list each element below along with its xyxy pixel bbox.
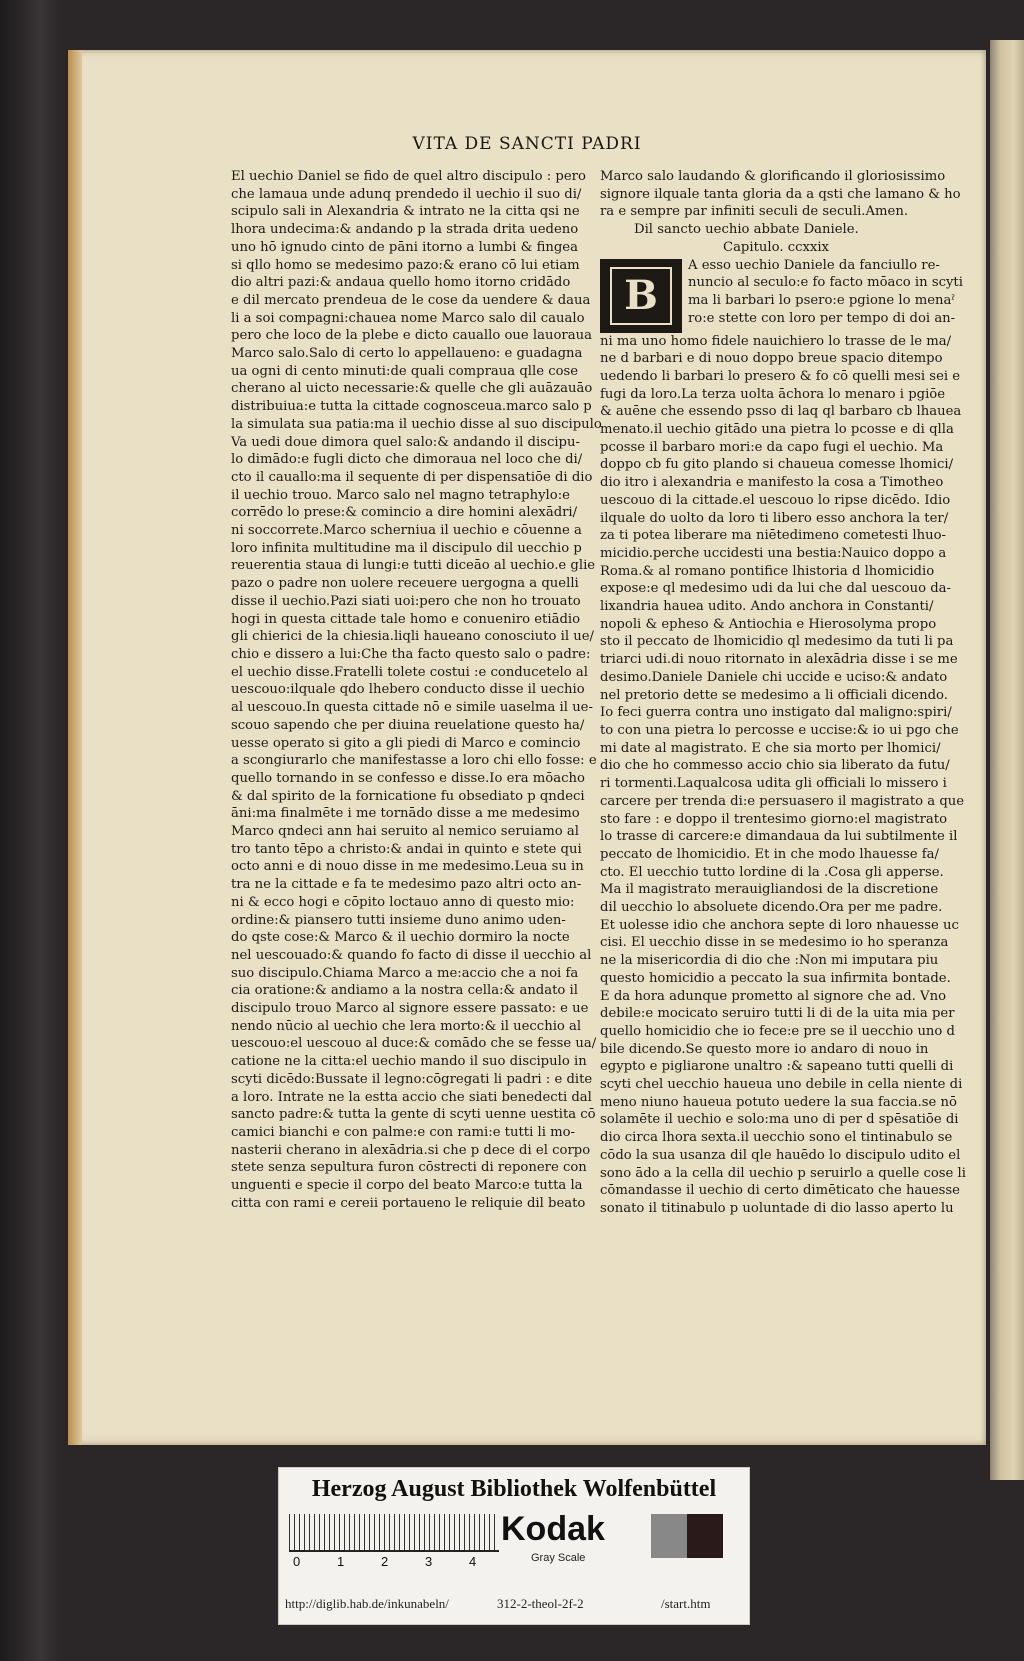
- text-line: uescouo:ilquale qdo lhebero conducto disse il uechio: [231, 682, 585, 698]
- text-line: nel uescouado:& quando fo facto di disse il uecchio al: [231, 947, 592, 963]
- text-line: quello tornando in se confesso e disse.Io era mōacho: [231, 770, 585, 786]
- text-line: catione ne la citta:el uechio mando il suo discipulo in: [231, 1054, 587, 1070]
- text-line: cia oratione:& andiamo a la nostra cella:& andato il: [231, 983, 578, 999]
- text-line: bile dicendo.Se questo more io andaro di nouo in: [600, 1041, 929, 1057]
- text-line: uescouo di la cittade.el uescouo lo ripse dicēdo. Idio: [600, 492, 951, 508]
- text-line: uescouo:el uescouo al duce:& comādo che se fesse ua/: [231, 1036, 597, 1052]
- scale-number: 4: [469, 1554, 477, 1569]
- text-line: dil uecchio lo absoluete dicendo.Ora per me padre.: [600, 900, 943, 916]
- text-line: nuncio al seculo:e fo facto mōaco in scyti: [688, 275, 963, 291]
- text-line: nopoli & epheso & Antiochia e Hierosolyma propo: [600, 616, 937, 632]
- text-line: quello homicidio che io fece:e pre se il uecchio uno d: [600, 1023, 956, 1039]
- text-line: sancto padre:& tutta la gente di scyti uenne uestita cō: [231, 1107, 596, 1123]
- text-line: questo homicidio a peccato la sua infirmita bontade.: [600, 970, 951, 986]
- color-target-card: [278, 1467, 750, 1625]
- text-line: gli chierici de la chiesia.liqli haueano conosciuto il ue/: [231, 629, 595, 645]
- text-line: triarci udi.di nouo ritornato in alexādria disse i se me: [600, 652, 958, 668]
- text-line: citta con rami e cereii portaueno le reliquie dil beato: [231, 1195, 586, 1211]
- text-line: la simulata sua patia:ma il uechio disse al suo discipulo: [231, 416, 602, 432]
- text-line: lo dimādo:e fugli dicto che dimoraua nel loco che di/: [231, 452, 583, 468]
- text-line: dio circa lhora sexta.il uecchio sono el tintinabulo se: [600, 1130, 953, 1146]
- text-line: pcosse il barbaro mori:e da capo fugi el uechio. Ma: [600, 439, 944, 455]
- text-line: uno hō ignudo cinto de pāni itorno a lumbi & fingea: [231, 239, 578, 255]
- text-line: tro tanto tēpo a christo:& andai in quinto e stete qui: [231, 841, 582, 857]
- text-line: scipulo sali in Alexandria & intrato ne la citta qsi ne: [231, 204, 580, 220]
- text-line: nendo nūcio al uechio che lera morto:& il uecchio al: [231, 1018, 582, 1034]
- text-line: a scongiurarlo che manifestasse a loro chi ello fosse: e: [231, 753, 597, 769]
- text-line: peccato de lhomicidio. Et in che modo lhauesse fa/: [600, 846, 939, 862]
- text-line: cōdo la sua usanza dil qle hauēdo lo discipulo udito el: [600, 1147, 961, 1163]
- text-line: scyti dicēdo:Bussate il legno:cōgregati li padri : e dite: [231, 1071, 593, 1087]
- text-line: ro:e stette con loro per tempo di doi an-: [688, 310, 956, 326]
- chapter-title: Dil sancto uechio abbate Daniele.: [634, 222, 859, 238]
- text-line: scyti chel uecchio haueua uno debile in cella niente di: [600, 1077, 963, 1093]
- right-column-opening-lines: [600, 168, 961, 221]
- text-line: do qste cose:& Marco & il uechio dormiro la nocte: [231, 930, 570, 946]
- text-line: Et uolesse idio che anchora septe di loro nhauesse uc: [600, 917, 959, 933]
- text-line: Marco salo laudando & glorificando il gloriosissimo: [600, 169, 946, 184]
- text-line: El uechio Daniel se fido de quel altro discipulo : pero: [231, 169, 586, 184]
- text-line: ni ma uno homo fidele nauichiero lo trasse de le ma/: [600, 333, 952, 349]
- adjacent-page-edge: [990, 40, 1024, 1480]
- book-page: [68, 50, 986, 1445]
- text-line: za ti potea liberare ma niētedimeno cometesti lhuo-: [600, 528, 946, 544]
- text-line: corrēdo lo prese:& comincio a dire homini alexādri/: [231, 505, 578, 521]
- scale-number: 0: [293, 1554, 301, 1569]
- text-line: menato.il uechio gitādo una pietra lo pcosse e di qlla: [600, 422, 954, 438]
- text-line: to con una pietra lo percosse e uccise:& io ui pgo che: [600, 722, 959, 738]
- text-line: nel pretorio dette se medesimo a li officiali dicendo.: [600, 687, 948, 703]
- right-text-column: [600, 168, 966, 1218]
- text-line: che lamaua unde adunq prendedo il uechio il suo di/: [231, 186, 582, 202]
- text-line: ne d barbari e di nouo doppo breue spacio ditempo: [600, 351, 943, 367]
- text-line: ra e sempre par infiniti seculi de seculi.Amen.: [600, 204, 909, 220]
- text-line: chio e dissero a lui:Che tha facto questo salo o padre:: [231, 646, 591, 662]
- text-line: micidio.perche uccidesti una bestia:Nauico doppo a: [600, 545, 947, 561]
- text-line: lo trasse di carcere:e dimandaua da lui subtilmente il: [600, 829, 958, 845]
- text-line: tra ne la cittade e fa te medesimo pazo altri octo an-: [231, 877, 582, 893]
- text-line: & auēne che essendo psso di laq ql barbaro cb lhaueа: [600, 404, 962, 420]
- text-line: ua ogni di cento minuti:de quali compraua qlle cose: [231, 363, 579, 379]
- text-line: octo anni e di nouo disse in me medesimo.Leua su in: [231, 859, 584, 875]
- text-line: solamēte il uechio e solo:ma uno di per d spēsatiōe di: [600, 1112, 959, 1128]
- url-strip: [279, 1586, 749, 1622]
- text-line: āni:ma finalmēte i me tornādo disse a me medesimo: [231, 806, 580, 822]
- text-line: sto il peccato de lhomicidio ql medesimo da tuti li pa: [600, 634, 954, 650]
- text-line: el uechio disse.Fratelli tolete costui :e conducetelo al: [231, 664, 588, 680]
- file-name: /start.htm: [661, 1596, 711, 1611]
- text-line: e dil mercato prendeua de le cose da uendere & daua: [231, 292, 591, 308]
- text-line: lhora undecima:& andando p la strada drita uedeno: [231, 222, 579, 238]
- text-line: ma li barbari lo psero:e pgione lo menaˀ: [688, 292, 956, 308]
- text-line: dio che ho commesso accio chio sia liberato da futu/: [600, 758, 950, 774]
- text-line: suo discipulo.Chiama Marco a me:accio che a noi fa: [231, 965, 579, 981]
- text-line: uesse operato si gito a gli piedi di Marco e comincio: [231, 735, 581, 751]
- text-line: ilquale do uolto da loro ti libero esso anchora la ter/: [600, 510, 949, 526]
- text-line: Ma il magistrato merauigliandosi de la discretione: [600, 882, 939, 898]
- text-line: cisi. El uecchio disse in se medesimo io ho speranza: [600, 935, 949, 951]
- text-line: disse il uechio.Pazi siati uoi:pero che non ho trouato: [231, 593, 581, 609]
- text-line: ni & ecco hogi e cōpito loctauo anno di questo mio:: [231, 894, 575, 910]
- text-line: a loro. Intrate ne la estta accio che siati benedecti dal: [231, 1089, 592, 1105]
- text-line: dio itro i alexandria e manifesto la cosa a Timotheo: [600, 475, 944, 491]
- text-line: Io feci guerra contra uno instigato dal maligno:spiri/: [600, 705, 952, 721]
- text-line: ni soccorrete.Marco scherniua il uechio e cōuenne a: [231, 523, 582, 539]
- text-line: cto il cauallo:ma il sequente di per dispensatiōe di dio: [231, 469, 593, 485]
- scale-number: 2: [381, 1554, 389, 1569]
- chapter-opening: [600, 257, 963, 328]
- text-line: debile:e mocicato seruiro tutti li di de la uita mia per: [600, 1006, 955, 1022]
- text-line: ordine:& piansero tutti insieme duno animo uden-: [231, 912, 566, 928]
- text-line: pazo o padre non uolere receuere uergogna a quelli: [231, 576, 579, 592]
- text-line: distribuiua:e tutta la cittade cognosceua.marco salo p: [231, 399, 592, 415]
- text-line: desimo.Daniele Daniele chi uccide e uciso:& andato: [600, 669, 948, 685]
- library-name: Herzog August Bibliothek Wolfenbüttel: [311, 1476, 717, 1502]
- text-line: li a soi compagni:chauea nome Marco salo dil caualo: [231, 310, 585, 326]
- text-line: nasterii cherano in alexādria.si che p dece di el corpo: [231, 1142, 591, 1158]
- text-line: dio altri pazi:& andaua quello homo itorno cridādo: [231, 275, 571, 291]
- text-line: cōmandasse il uechio di certo dimēticato che hauesse: [600, 1183, 960, 1199]
- text-line: Marco qndeci ann hai seruito al nemico seruiamo al: [231, 824, 579, 840]
- text-line: meno niuno haueua potuto uedere la sua faccia.se nō: [600, 1094, 957, 1110]
- text-line: cto. El uecchio tutto lordine di la .Cosa gli apperse.: [600, 864, 944, 880]
- gray-scale-label: Gray Scale: [531, 1552, 586, 1564]
- shelfmark: 312-2-theol-2f-2: [497, 1596, 584, 1611]
- text-line: camici bianchi e con palme:e con rami:e tutti li mo-: [231, 1124, 576, 1140]
- kodak-logo: Kodak: [501, 1510, 605, 1548]
- scale-number: 3: [425, 1554, 433, 1569]
- text-line: lixandria hauea udito. Ando anchora in Constanti/: [600, 599, 934, 615]
- text-line: & dal spirito de la fornicatione fu obsediato p qndeci: [231, 788, 585, 804]
- ruler-scale: [289, 1514, 499, 1552]
- text-line: egypto e pigliarone unaltro :& sapeano tutti quelli di: [600, 1059, 954, 1075]
- text-line: A esso uechio Daniele da fanciullo re-: [688, 257, 940, 273]
- scale-number: 1: [337, 1554, 345, 1569]
- initial-letter: B: [610, 267, 672, 325]
- text-line: signore ilquale tanta gloria da a qsti che lamano & ho: [600, 186, 961, 202]
- text-line: sono ādo a la cella dil uechio p seruirlo a quelle cose li: [600, 1165, 966, 1181]
- text-line: fugi da loro.La terza uolta āchora lo menaro i pgiōe: [600, 386, 946, 402]
- text-line: stete senza sepultura furon cōstrecti di reponere con: [231, 1160, 587, 1176]
- text-line: al uescouo.In questa cittade nō e simile uaselma il ue-: [231, 700, 593, 716]
- running-head: VITA DE SANCTI PADRI: [412, 134, 642, 154]
- chapter-number: Capitulo. ccxxix: [722, 239, 829, 255]
- text-line: reuerentia staua di lungi:e tutti diceāo al uechio.e glie: [231, 558, 596, 574]
- text-line: ri tormenti.Laqualcosa udita gli officiali lo missero i: [600, 776, 947, 792]
- text-line: il uechio trouo. Marco salo nel magno tetraphylo:e: [231, 487, 570, 503]
- text-line: pero che loco de la plebe e dicto cauallo oue lauoraua: [231, 328, 592, 344]
- text-line: mi date al magistrato. E che sia morto per lhomici/: [600, 740, 941, 756]
- text-line: uedendo li barbari lo presero & fo cō quelli mesi sei e: [600, 368, 961, 384]
- text-line: E da hora adunque prometto al signore che ad. Vno: [600, 988, 947, 1004]
- right-column-body: [600, 333, 966, 1218]
- text-line: Va uedi doue dimora quel salo:& andando il discipu-: [231, 434, 580, 450]
- page-gutter: [68, 50, 82, 1445]
- decorated-initial: [600, 259, 682, 333]
- text-line: cherano al uicto necessarie:& quelle che gli auāzauāo: [231, 381, 593, 397]
- text-line: Roma.& al romano pontifice lhistoria d lhomicidio: [600, 563, 935, 579]
- text-line: expose:e ql medesimo udi da lui che dal uescouo da-: [600, 581, 951, 597]
- text-line: sonato il titinabulo p uoluntade di dio lasso aperto lu: [600, 1200, 954, 1216]
- text-line: si qllo homo se medesimo pazo:& erano cō lui etiam: [231, 257, 580, 273]
- gray-swatch: [651, 1514, 687, 1558]
- text-line: discipulo trouo Marco al signore essere passato: e ue: [231, 1001, 589, 1017]
- text-line: sto fare : e doppo il trentesimo giorno:el magistrato: [600, 811, 948, 827]
- left-text-column: [231, 168, 602, 1212]
- text-line: doppo cb fu gito plando si chaueua comesse lhomici/: [600, 457, 954, 473]
- text-line: carcere per trenda di:e persuasero il magistrato a que: [600, 793, 965, 809]
- dark-swatch: [687, 1514, 723, 1558]
- source-url: http://diglib.hab.de/inkunabeln/: [285, 1596, 449, 1611]
- text-line: loro infinita multitudine ma il discipulo dil uecchio p: [231, 540, 582, 556]
- text-line: scouo sapendo che per diuina reuelatione questo ha/: [231, 717, 585, 733]
- text-line: unguenti e specie il corpo del beato Marco:e tutta la: [231, 1178, 583, 1194]
- text-line: ne la misericordia di dio che :Non mi imputara piu: [600, 953, 939, 969]
- text-line: hogi in questa cittade tale homo e conueniro etiādio: [231, 611, 581, 627]
- text-line: Marco salo.Salo di certo lo appellaueno: e guadagna: [231, 346, 583, 362]
